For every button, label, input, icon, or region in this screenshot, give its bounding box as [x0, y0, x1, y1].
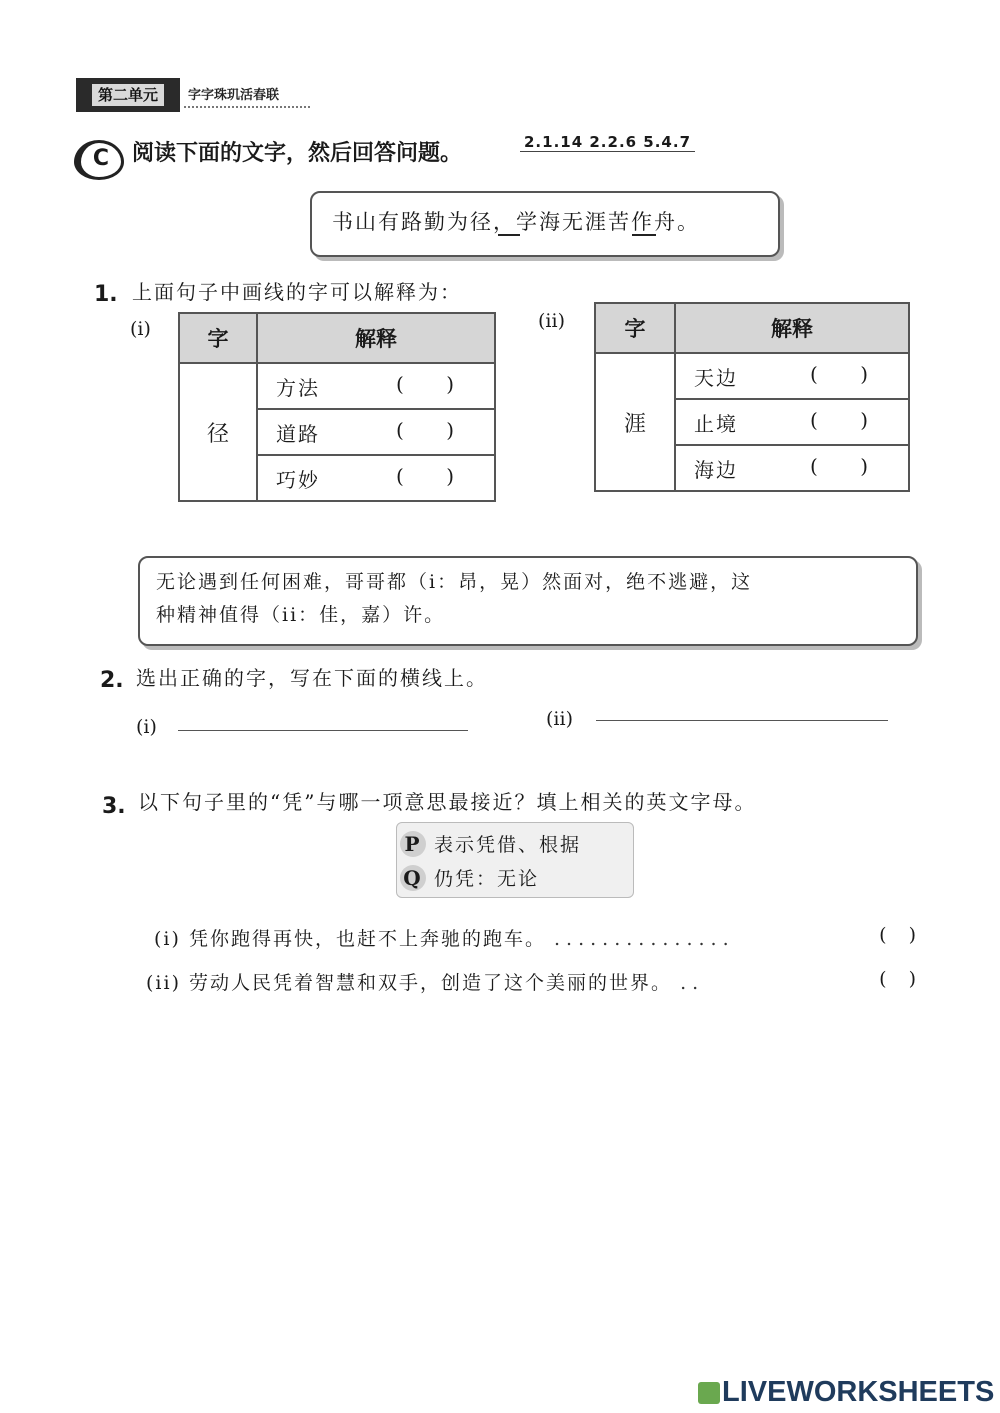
- q1-text: 上面句子中画线的字可以解释为：: [132, 280, 462, 304]
- leader-dots: ...............: [554, 928, 735, 950]
- quote-underline-ya: [632, 234, 656, 236]
- option-text: 仍凭：无论: [434, 868, 540, 890]
- unit-tab: [76, 78, 180, 112]
- table-ii-label: (ii): [538, 310, 565, 332]
- unit-label: 第二单元: [92, 84, 164, 106]
- table-i-label: (i): [130, 318, 151, 340]
- table-ii-row: [675, 399, 909, 445]
- q3-item-label: (ii): [146, 972, 181, 994]
- option-text: 表示凭借、根据: [434, 834, 582, 856]
- table-ii-def: 天边: [694, 365, 738, 390]
- curriculum-codes: 2.1.14 2.2.6 5.4.7: [520, 133, 695, 152]
- table-i-row: [257, 409, 495, 455]
- table-i-def: 道路: [276, 421, 320, 446]
- section-title: 阅读下面的文字，然后回答问题。: [132, 141, 463, 166]
- q1-number: 1.: [94, 282, 118, 307]
- table-i-char: 径: [179, 363, 257, 501]
- table-i-head-def: 解释: [257, 313, 495, 363]
- answer-paren[interactable]: ( ): [810, 407, 886, 432]
- sentence-line-1: 无论遇到任何困难，哥哥都（i：昂，晃）然面对，绝不逃避，这: [156, 571, 753, 593]
- table-ii-def: 海边: [694, 457, 738, 482]
- leader-dots: ..: [680, 972, 705, 994]
- answer-paren[interactable]: ( ): [396, 417, 472, 442]
- table-ii-row: [675, 353, 909, 399]
- q3-item-label: (i): [154, 928, 181, 950]
- section-badge: C: [74, 140, 124, 180]
- table-ii-char: 涯: [595, 353, 675, 491]
- header-divider: [184, 106, 310, 108]
- answer-paren[interactable]: ( ): [396, 371, 472, 396]
- table-i-head-char: 字: [179, 313, 257, 363]
- q3-item: [154, 924, 924, 951]
- table-i-def: 方法: [276, 375, 320, 400]
- answer-paren[interactable]: ( ): [879, 924, 924, 946]
- q2-text: 选出正确的字，写在下面的横线上。: [136, 666, 488, 690]
- q3-item-text: 凭你跑得再快，也赶不上奔驰的跑车。: [188, 928, 546, 950]
- q2-answer-line-i[interactable]: [178, 730, 468, 731]
- unit-subtitle: 字字珠玑活春联: [188, 88, 280, 103]
- sentence-text: [156, 566, 908, 632]
- q2-number: 2.: [100, 668, 124, 693]
- answer-paren[interactable]: ( ): [810, 453, 886, 478]
- q2-label-i: (i): [136, 716, 157, 738]
- option-p: [400, 830, 581, 857]
- quote-underline-jing: [498, 234, 520, 236]
- option-letter: P: [400, 831, 426, 857]
- q2-label-ii: (ii): [546, 708, 573, 730]
- answer-paren[interactable]: ( ): [879, 968, 924, 990]
- liveworksheets-logo: [698, 1376, 994, 1409]
- table-ii-head-char: 字: [595, 303, 675, 353]
- quote-text: 书山有路勤为径，学海无涯苦作舟。: [332, 210, 700, 234]
- table-i: [178, 312, 496, 502]
- option-q: [400, 864, 539, 891]
- table-i-row: [257, 363, 495, 409]
- q3-number: 3.: [102, 794, 126, 819]
- table-ii-head-def: 解释: [675, 303, 909, 353]
- table-i-row: [257, 455, 495, 501]
- q3-item: [146, 968, 924, 995]
- table-ii-def: 止境: [694, 411, 738, 436]
- table-ii-row: [675, 445, 909, 491]
- table-i-def: 巧妙: [276, 467, 320, 492]
- q3-item-text: 劳动人民凭着智慧和双手，创造了这个美丽的世界。: [189, 972, 673, 994]
- sentence-line-2: 种精神值得（ii：佳，嘉）许。: [156, 604, 446, 626]
- logo-icon: [698, 1382, 720, 1404]
- logo-text: LIVEWORKSHEETS: [722, 1376, 995, 1408]
- table-ii: [594, 302, 910, 492]
- q2-answer-line-ii[interactable]: [596, 720, 888, 721]
- answer-paren[interactable]: ( ): [396, 463, 472, 488]
- q3-text: 以下句子里的“凭”与哪一项意思最接近？填上相关的英文字母。: [138, 790, 757, 814]
- option-letter: Q: [400, 865, 426, 891]
- answer-paren[interactable]: ( ): [810, 361, 886, 386]
